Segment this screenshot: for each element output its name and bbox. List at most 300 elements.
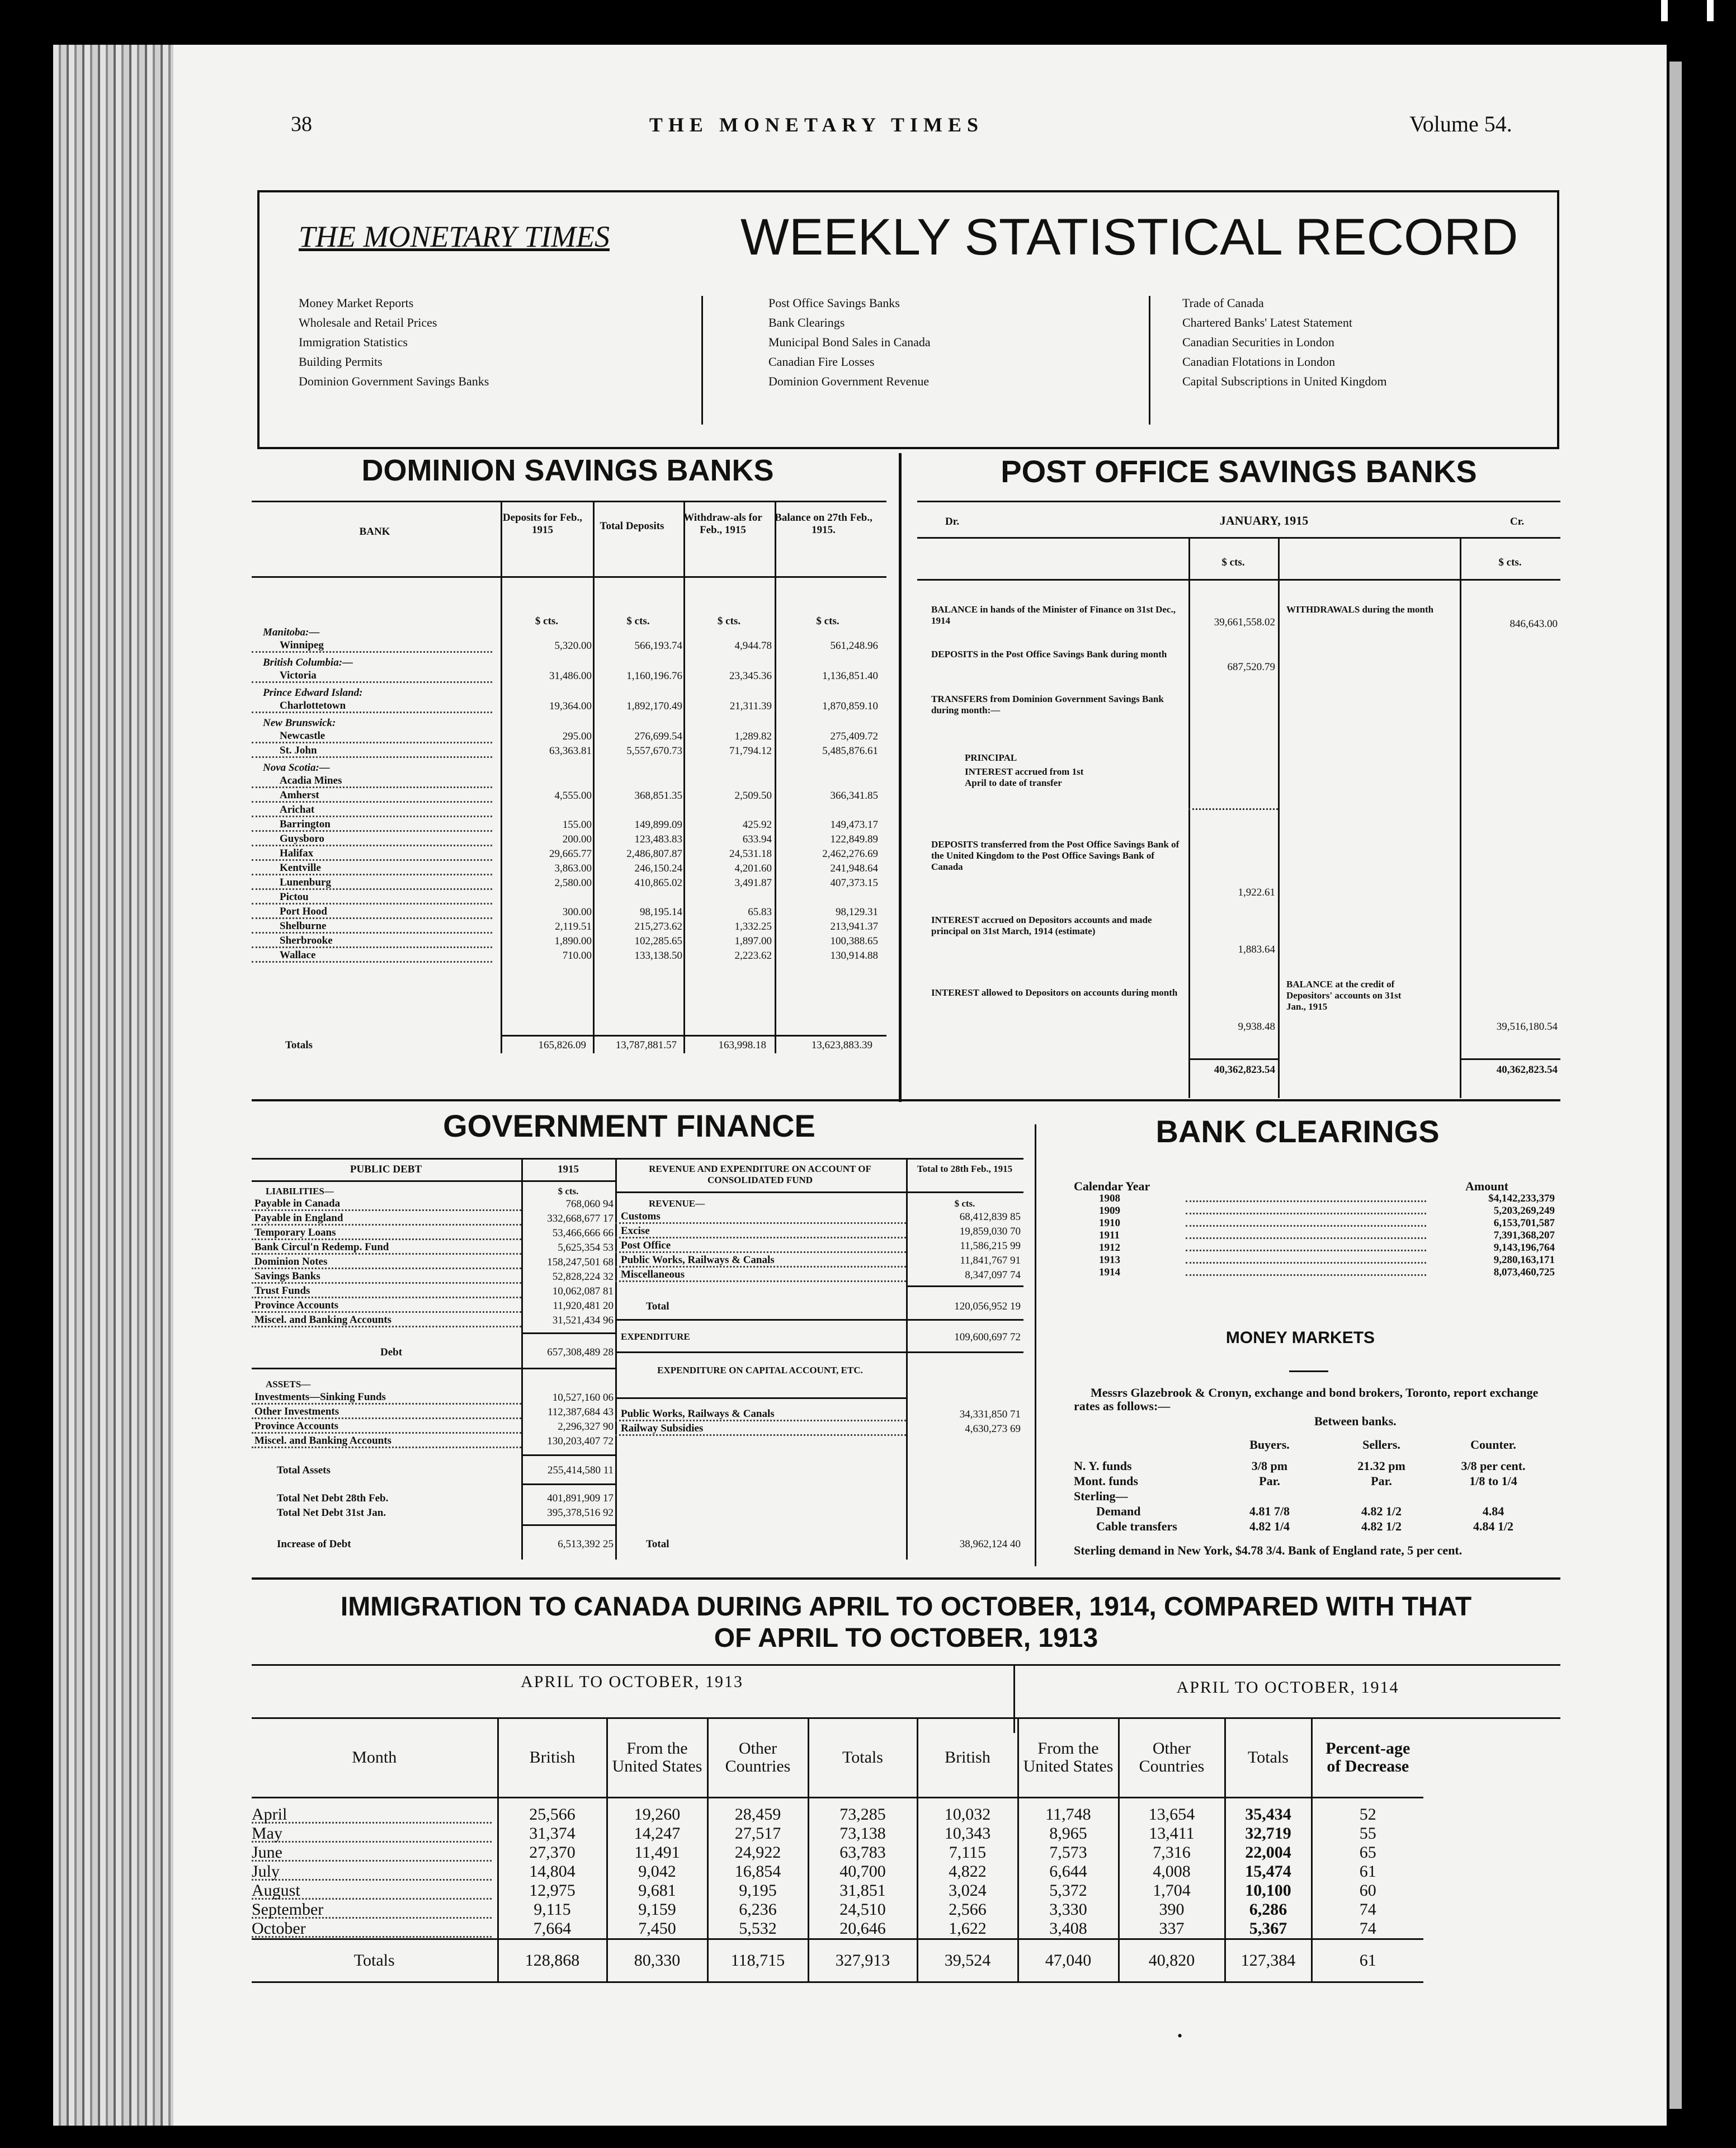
col-head: Balance on 27th Feb., 1915. — [775, 512, 872, 536]
bank-value: 1,870,859.10 — [822, 700, 878, 712]
record-item: Money Market Reports — [299, 296, 414, 310]
bank-value: 295.00 — [562, 731, 592, 742]
list-row — [615, 1409, 1021, 1421]
immigration-cell: 10,100 — [1225, 1881, 1312, 1900]
immigration-cell: 27,517 — [707, 1824, 808, 1843]
immigration-table — [252, 1719, 1560, 1983]
dominion-row — [252, 640, 878, 653]
bank-value: 5,485,876.61 — [822, 745, 878, 757]
po-row-label: INTEREST accrued on Depositors accounts and made principal on 31st March, 1914 (estimate) — [931, 915, 1152, 936]
period-1914: APRIL TO OCTOBER, 1914 — [1176, 1678, 1399, 1697]
list-row — [252, 1435, 614, 1448]
row-label: Trust Funds — [252, 1285, 521, 1298]
po-row-label: DEPOSITS transferred from the Post Office Savings Bank of the United Kingdom to the Post Office Savings Bank of Canada — [931, 839, 1180, 872]
row-label: Public Works, Railways & Canals — [615, 1409, 906, 1421]
dominion-row — [252, 921, 878, 934]
cap-head: EXPENDITURE ON CAPITAL ACCOUNT, ETC. — [657, 1365, 863, 1376]
money-footer: Sterling demand in New York, $4.78 3/4. Bank of England rate, 5 per cent. — [1074, 1543, 1463, 1557]
bank-name: Sherbrooke — [252, 935, 492, 948]
money-row-value: 4.82 1/2 — [1361, 1504, 1402, 1518]
po-unit-left: $ cts. — [1221, 557, 1245, 568]
bank-value: 123,483.83 — [634, 833, 682, 845]
money-row-label: Cable transfers — [1096, 1519, 1177, 1533]
list-row — [252, 1285, 614, 1298]
dominion-row — [252, 762, 498, 774]
po-row-value: 9,938.48 — [1238, 1021, 1275, 1033]
dominion-row — [252, 877, 878, 890]
immigration-cell: 55 — [1312, 1824, 1423, 1843]
bank-value — [501, 775, 592, 788]
dominion-row — [252, 657, 498, 669]
total-head: Total to 28th Feb., 1915 — [917, 1164, 1013, 1174]
immigration-cell: 31,374 — [498, 1824, 607, 1843]
net-debt-31-label: Total Net Debt 31st Jan. — [277, 1507, 386, 1519]
masthead: THE MONETARY TIMES — [299, 220, 610, 253]
list-row — [252, 1198, 614, 1211]
clearing-year: 1911 — [1099, 1230, 1120, 1241]
assets-head: ASSETS— — [266, 1379, 311, 1389]
bank-value — [592, 775, 682, 788]
immigration-grid — [252, 1719, 1423, 1983]
bank-value: 2,119.51 — [555, 921, 592, 932]
clearing-year: 1908 — [1099, 1193, 1120, 1204]
money-row — [1074, 1519, 1549, 1534]
record-item: Immigration Statistics — [299, 335, 408, 349]
money-row-value — [1437, 1489, 1549, 1504]
dominion-row — [252, 906, 878, 919]
dominion-row — [252, 950, 878, 963]
bank-value: 410,865.02 — [634, 877, 682, 889]
list-row — [252, 1392, 614, 1405]
total-assets-label: Total Assets — [277, 1464, 331, 1476]
immigration-cell: 22,004 — [1225, 1843, 1312, 1862]
bank-value — [592, 804, 682, 817]
bank-value: 149,899.09 — [634, 819, 682, 831]
bank-value: 275,409.72 — [830, 731, 878, 742]
immigration-row — [252, 1843, 1423, 1862]
row-value: 768,060 94 — [565, 1198, 614, 1210]
immigration-cell: 16,854 — [707, 1862, 808, 1881]
period-1913: APRIL TO OCTOBER, 1913 — [521, 1673, 743, 1691]
bank-value — [592, 892, 682, 905]
volume-label: Volume 54. — [1409, 111, 1512, 136]
immigration-cell: 52 — [1312, 1797, 1423, 1824]
debt-value: 657,308,489 28 — [547, 1346, 614, 1358]
month-text: April — [252, 1807, 492, 1824]
row-label: Province Accounts — [252, 1300, 521, 1313]
money-col: Buyers. — [1249, 1438, 1290, 1452]
increase-value: 6,513,392 25 — [558, 1538, 614, 1550]
total-cell: 163,998.18 — [718, 1039, 766, 1051]
leader-dots — [1186, 1251, 1426, 1264]
money-row-value: 4.84 1/2 — [1473, 1519, 1514, 1533]
col-head: Deposits for Feb., 1915 — [502, 512, 583, 536]
immigration-col-head: From the United States — [607, 1719, 707, 1797]
leader-dots — [1186, 1189, 1426, 1202]
po-balance-value: 39,516,180.54 — [1496, 1021, 1558, 1033]
row-label: Investments—Sinking Funds — [252, 1392, 521, 1405]
bank-name: Guysboro — [252, 833, 492, 846]
month-label — [252, 1881, 498, 1900]
row-value: 8,347,097 74 — [965, 1269, 1021, 1281]
debt-head: PUBLIC DEBT — [350, 1164, 422, 1175]
row-label: Dominion Notes — [252, 1256, 521, 1269]
po-row-value: 39,661,558.02 — [1214, 616, 1275, 628]
bank-value: 566,193.74 — [634, 640, 682, 652]
leader-dots — [1186, 1263, 1426, 1276]
immigration-title-line-1: IMMIGRATION TO CANADA DURING APRIL TO OCTOBER, 1914, COMPARED WITH THAT — [340, 1592, 1472, 1622]
rev-head: REVENUE AND EXPENDITURE ON ACCOUNT OF CONSOLIDATED FUND — [649, 1164, 871, 1185]
bank-name: Shelburne — [252, 921, 492, 934]
clearing-amount: 5,203,269,249 — [1493, 1205, 1555, 1217]
month-label — [252, 1843, 498, 1862]
dominion-row — [252, 745, 878, 758]
po-row-value: 1,883.64 — [1238, 944, 1275, 955]
month-text: June — [252, 1845, 492, 1862]
immigration-cell: 1,704 — [1119, 1881, 1225, 1900]
list-row — [252, 1421, 614, 1434]
bank-value: 98,195.14 — [640, 906, 682, 918]
corner-mark — [1661, 0, 1714, 21]
money-row-value — [1214, 1489, 1325, 1504]
month-label — [252, 1919, 498, 1939]
total-cell: 80,330 — [607, 1939, 707, 1982]
immigration-cell: 4,008 — [1119, 1862, 1225, 1881]
record-item: Canadian Securities in London — [1182, 335, 1334, 349]
gov-title: GOVERNMENT FINANCE — [443, 1108, 815, 1143]
bank-value: 2,223.62 — [734, 950, 772, 962]
unit-label: $ cts. — [816, 615, 839, 627]
clearing-year: 1914 — [1099, 1266, 1120, 1278]
list-row — [252, 1300, 614, 1313]
record-item: Dominion Government Savings Banks — [299, 374, 489, 388]
total-cell: 327,913 — [808, 1939, 917, 1982]
immigration-row — [252, 1797, 1423, 1824]
immigration-col-head: British — [917, 1719, 1018, 1797]
list-row — [252, 1315, 614, 1327]
bank-value: 133,138.50 — [634, 950, 682, 962]
immigration-title-line-2: OF APRIL TO OCTOBER, 1913 — [714, 1623, 1098, 1653]
money-row-label: Sterling— — [1074, 1489, 1128, 1503]
col-head: Total Deposits — [600, 520, 664, 532]
row-label: Payable in Canada — [252, 1198, 521, 1211]
year-head: 1915 — [558, 1164, 579, 1175]
money-row-value: 4.84 — [1482, 1504, 1504, 1518]
dominion-title: DOMINION SAVINGS BANKS — [361, 454, 774, 487]
immigration-cell: 12,975 — [498, 1881, 607, 1900]
record-item: Post Office Savings Banks — [768, 296, 900, 310]
expenditure-value: 109,600,697 72 — [954, 1331, 1021, 1343]
bank-value — [772, 775, 878, 788]
dominion-row — [252, 687, 498, 699]
page-mark: • — [1177, 2028, 1183, 2044]
bank-value — [501, 892, 592, 905]
money-title: MONEY MARKETS — [1225, 1329, 1375, 1347]
immigration-header-row — [252, 1719, 1423, 1797]
bank-value: 710.00 — [562, 950, 592, 962]
money-row-label: Mont. funds — [1074, 1474, 1138, 1488]
bank-value: 633.94 — [742, 833, 772, 845]
dominion-row — [252, 775, 878, 788]
immigration-cell: 24,922 — [707, 1843, 808, 1862]
bank-value: 31,486.00 — [549, 670, 592, 682]
immigration-cell: 7,115 — [917, 1843, 1018, 1862]
bank-value: 1,136,851.40 — [822, 670, 878, 682]
dominion-row — [252, 819, 878, 832]
province-label: New Brunswick: — [263, 717, 336, 729]
increase-row — [252, 1538, 614, 1551]
dominion-row — [252, 790, 878, 803]
money-intro: Messrs Glazebrook & Cronyn, exchange and bond brokers, Toronto, report exchange rates as follows:— — [1074, 1386, 1539, 1413]
bank-value: 63,363.81 — [549, 745, 592, 757]
immigration-cell: 13,411 — [1119, 1824, 1225, 1843]
total-cell: 61 — [1312, 1939, 1423, 1982]
immigration-cell: 10,032 — [917, 1797, 1018, 1824]
dominion-row — [252, 626, 498, 639]
bank-value: 1,897.00 — [734, 935, 772, 947]
bank-name: Port Hood — [252, 906, 492, 919]
immigration-cell: 11,491 — [607, 1843, 707, 1862]
bank-value: 246,150.24 — [634, 863, 682, 874]
record-item: Building Permits — [299, 355, 383, 369]
record-item: Canadian Flotations in London — [1182, 355, 1336, 369]
row-label: Excise — [615, 1226, 906, 1238]
row-value: 112,387,684 43 — [547, 1406, 614, 1418]
list-row — [252, 1227, 614, 1240]
money-row-value: 3/8 pm — [1251, 1459, 1288, 1473]
bank-value: 130,914.88 — [830, 950, 878, 962]
po-row-value: 1,922.61 — [1238, 887, 1275, 898]
total-cell: 40,820 — [1119, 1939, 1225, 1982]
total-assets-row — [252, 1464, 614, 1477]
row-value: 19,859,030 70 — [959, 1226, 1021, 1237]
row-value: 11,841,767 91 — [960, 1255, 1021, 1266]
immigration-cell: 25,566 — [498, 1797, 607, 1824]
bank-value: 21,311.39 — [729, 700, 772, 712]
net-debt-31-value: 395,378,516 92 — [547, 1507, 614, 1519]
dominion-row — [252, 848, 878, 861]
clearing-year: 1910 — [1099, 1217, 1120, 1229]
rev-total-label: Total — [646, 1301, 669, 1312]
immigration-col-head: Other Countries — [707, 1719, 808, 1797]
record-item: Trade of Canada — [1182, 296, 1264, 310]
clearing-amount: $4,142,233,379 — [1488, 1193, 1555, 1204]
province-label: British Columbia:— — [263, 657, 353, 668]
list-row — [615, 1255, 1021, 1268]
immigration-col-head: From the United States — [1018, 1719, 1119, 1797]
bank-value: 241,948.64 — [830, 863, 878, 874]
bank-value: 300.00 — [562, 906, 592, 918]
bank-value: 24,531.18 — [729, 848, 772, 860]
bank-value: 149,473.17 — [830, 819, 878, 831]
row-value: 53,466,666 66 — [552, 1227, 614, 1239]
clearing-year: 1909 — [1099, 1205, 1120, 1217]
immigration-cell: 7,450 — [607, 1919, 707, 1939]
record-item: Municipal Bond Sales in Canada — [768, 335, 931, 349]
month-label — [252, 1797, 498, 1824]
immigration-cell: 3,330 — [1018, 1900, 1119, 1919]
bank-value: 3,863.00 — [554, 863, 592, 874]
immigration-cell: 20,646 — [808, 1919, 917, 1939]
month-label — [252, 1900, 498, 1919]
bank-value — [682, 892, 772, 905]
immigration-cell: 5,367 — [1225, 1919, 1312, 1939]
cap-total-row — [615, 1538, 1021, 1551]
dr-label: Dr. — [945, 516, 960, 527]
bank-value: 213,941.37 — [830, 921, 878, 932]
expenditure-row — [615, 1331, 1021, 1344]
bank-value: 19,364.00 — [549, 700, 592, 712]
immigration-cell: 14,804 — [498, 1862, 607, 1881]
bank-value — [501, 804, 592, 817]
row-label: Public Works, Railways & Canals — [615, 1255, 906, 1268]
po-row-label: PRINCIPAL — [965, 752, 1017, 763]
immigration-col-head: Totals — [1225, 1719, 1312, 1797]
immigration-cell: 9,195 — [707, 1881, 808, 1900]
immigration-cell: 11,748 — [1018, 1797, 1119, 1824]
immigration-col-head: Totals — [808, 1719, 917, 1797]
bank-value — [772, 892, 878, 905]
dominion-row — [252, 804, 878, 817]
clearing-row — [1046, 1266, 1555, 1279]
immigration-cell: 65 — [1312, 1843, 1423, 1862]
bank-value: 5,557,670.73 — [626, 745, 682, 757]
dominion-row — [252, 670, 878, 683]
row-label: Miscel. and Banking Accounts — [252, 1435, 521, 1448]
money-row — [1074, 1504, 1549, 1519]
row-value: 11,920,481 20 — [553, 1300, 614, 1312]
cap-total-value: 38,962,124 40 — [959, 1538, 1021, 1550]
bank-value: 1,160,196.76 — [626, 670, 682, 682]
dominion-row — [252, 700, 878, 713]
immigration-cell: 7,664 — [498, 1919, 607, 1939]
row-label: Post Office — [615, 1240, 906, 1253]
clearing-year: 1913 — [1099, 1254, 1120, 1266]
immigration-cell: 63,783 — [808, 1843, 917, 1862]
record-item: Chartered Banks' Latest Statement — [1182, 315, 1352, 329]
bank-value: 4,944.78 — [734, 640, 772, 652]
province-label: Nova Scotia:— — [263, 762, 330, 774]
immigration-cell: 9,681 — [607, 1881, 707, 1900]
record-item: Canadian Fire Losses — [768, 355, 875, 369]
rev-unit: $ cts. — [954, 1198, 975, 1209]
immigration-cell: 13,654 — [1119, 1797, 1225, 1824]
province-label: Manitoba:— — [263, 626, 320, 638]
immigration-cell: 3,024 — [917, 1881, 1018, 1900]
immigration-cell: 3,408 — [1018, 1919, 1119, 1939]
record-item: Dominion Government Revenue — [768, 374, 930, 388]
bank-value: 23,345.36 — [729, 670, 772, 682]
bank-value: 1,890.00 — [554, 935, 592, 947]
po-row-value: 687,520.79 — [1227, 661, 1275, 673]
record-col-1 — [299, 293, 489, 391]
money-row — [1074, 1459, 1549, 1473]
bank-value: 1,289.82 — [734, 731, 772, 742]
immigration-row — [252, 1919, 1423, 1939]
immigration-cell: 6,644 — [1018, 1862, 1119, 1881]
bank-value: 366,341.85 — [830, 790, 878, 802]
debt-row — [252, 1346, 614, 1359]
po-withdrawals-value: 846,643.00 — [1509, 618, 1558, 630]
dominion-row — [252, 863, 878, 875]
bank-name: Charlottetown — [252, 700, 492, 713]
bank-name: Arichat — [252, 804, 492, 817]
po-right-total: 40,362,823.54 — [1496, 1064, 1558, 1076]
immigration-row — [252, 1881, 1423, 1900]
dominion-row — [252, 731, 878, 743]
money-row-value: 4.82 1/4 — [1249, 1519, 1290, 1533]
immigration-col-head: Percent-age of Decrease — [1312, 1719, 1423, 1797]
bank-value: 561,248.96 — [830, 640, 878, 652]
row-value: 158,247,501 68 — [547, 1256, 614, 1268]
bank-name: Lunenburg — [252, 877, 492, 890]
list-row — [615, 1240, 1021, 1253]
immigration-cell: 28,459 — [707, 1797, 808, 1824]
total-assets-value: 255,414,580 11 — [547, 1464, 614, 1476]
bank-name: Pictou — [252, 892, 492, 905]
bank-value: 71,794.12 — [729, 745, 772, 757]
money-col: Counter. — [1470, 1438, 1516, 1452]
clearing-year: 1912 — [1099, 1242, 1120, 1254]
money-row-value: 1/8 to 1/4 — [1469, 1474, 1517, 1488]
dominion-units — [501, 615, 881, 628]
leader-dots — [1186, 1202, 1426, 1214]
unit-label: $ cts. — [717, 615, 741, 627]
month-text: September — [252, 1902, 492, 1919]
row-value: 2,296,327 90 — [558, 1421, 614, 1433]
bank-value: 5,320.00 — [554, 640, 592, 652]
bank-value: 4,201.60 — [734, 863, 772, 874]
immigration-cell: 9,159 — [607, 1900, 707, 1919]
bank-value: 2,509.50 — [734, 790, 772, 802]
row-label: Miscellaneous — [615, 1269, 906, 1282]
immigration-cell: 74 — [1312, 1900, 1423, 1919]
total-cell: 13,787,881.57 — [615, 1039, 677, 1051]
bank-value: 29,665.77 — [549, 848, 592, 860]
clearing-amount: 9,143,196,764 — [1493, 1242, 1555, 1254]
row-value: 4,630,273 69 — [965, 1423, 1021, 1435]
bank-name: Kentville — [252, 863, 492, 875]
month-label — [252, 1824, 498, 1843]
total-cell: 127,384 — [1225, 1939, 1312, 1982]
immigration-cell: 8,965 — [1018, 1824, 1119, 1843]
dominion-header — [252, 512, 878, 538]
cap-total-label: Total — [646, 1538, 669, 1550]
unit-label: $ cts. — [535, 615, 559, 627]
row-label: Miscel. and Banking Accounts — [252, 1315, 521, 1327]
clearing-amount: 6,153,701,587 — [1493, 1217, 1555, 1229]
month-text: October — [252, 1921, 492, 1938]
po-month: JANUARY, 1915 — [1219, 514, 1309, 527]
col-head: Withdraw-als for Feb., 1915 — [683, 512, 762, 536]
po-row-label: INTEREST accrued from 1st April to date of transfer — [965, 766, 1084, 788]
dominion-row — [252, 717, 498, 729]
total-cell: 165,826.09 — [538, 1039, 586, 1051]
immigration-col-head: Other Countries — [1119, 1719, 1225, 1797]
money-row-value: 4.81 7/8 — [1249, 1504, 1290, 1518]
bank-value: 3,491.87 — [734, 877, 772, 889]
clearings-title: BANK CLEARINGS — [1155, 1114, 1440, 1149]
money-row-value: Par. — [1259, 1474, 1280, 1488]
row-value: 34,331,850 71 — [959, 1409, 1021, 1420]
bank-value: 2,580.00 — [554, 877, 592, 889]
money-row-label: Demand — [1096, 1504, 1141, 1518]
bank-value: 122,849.89 — [830, 833, 878, 845]
debt-label: Debt — [380, 1346, 403, 1358]
immigration-cell: 73,138 — [808, 1824, 917, 1843]
row-value: 52,828,224 32 — [552, 1271, 614, 1283]
immigration-cell: 31,851 — [808, 1881, 917, 1900]
